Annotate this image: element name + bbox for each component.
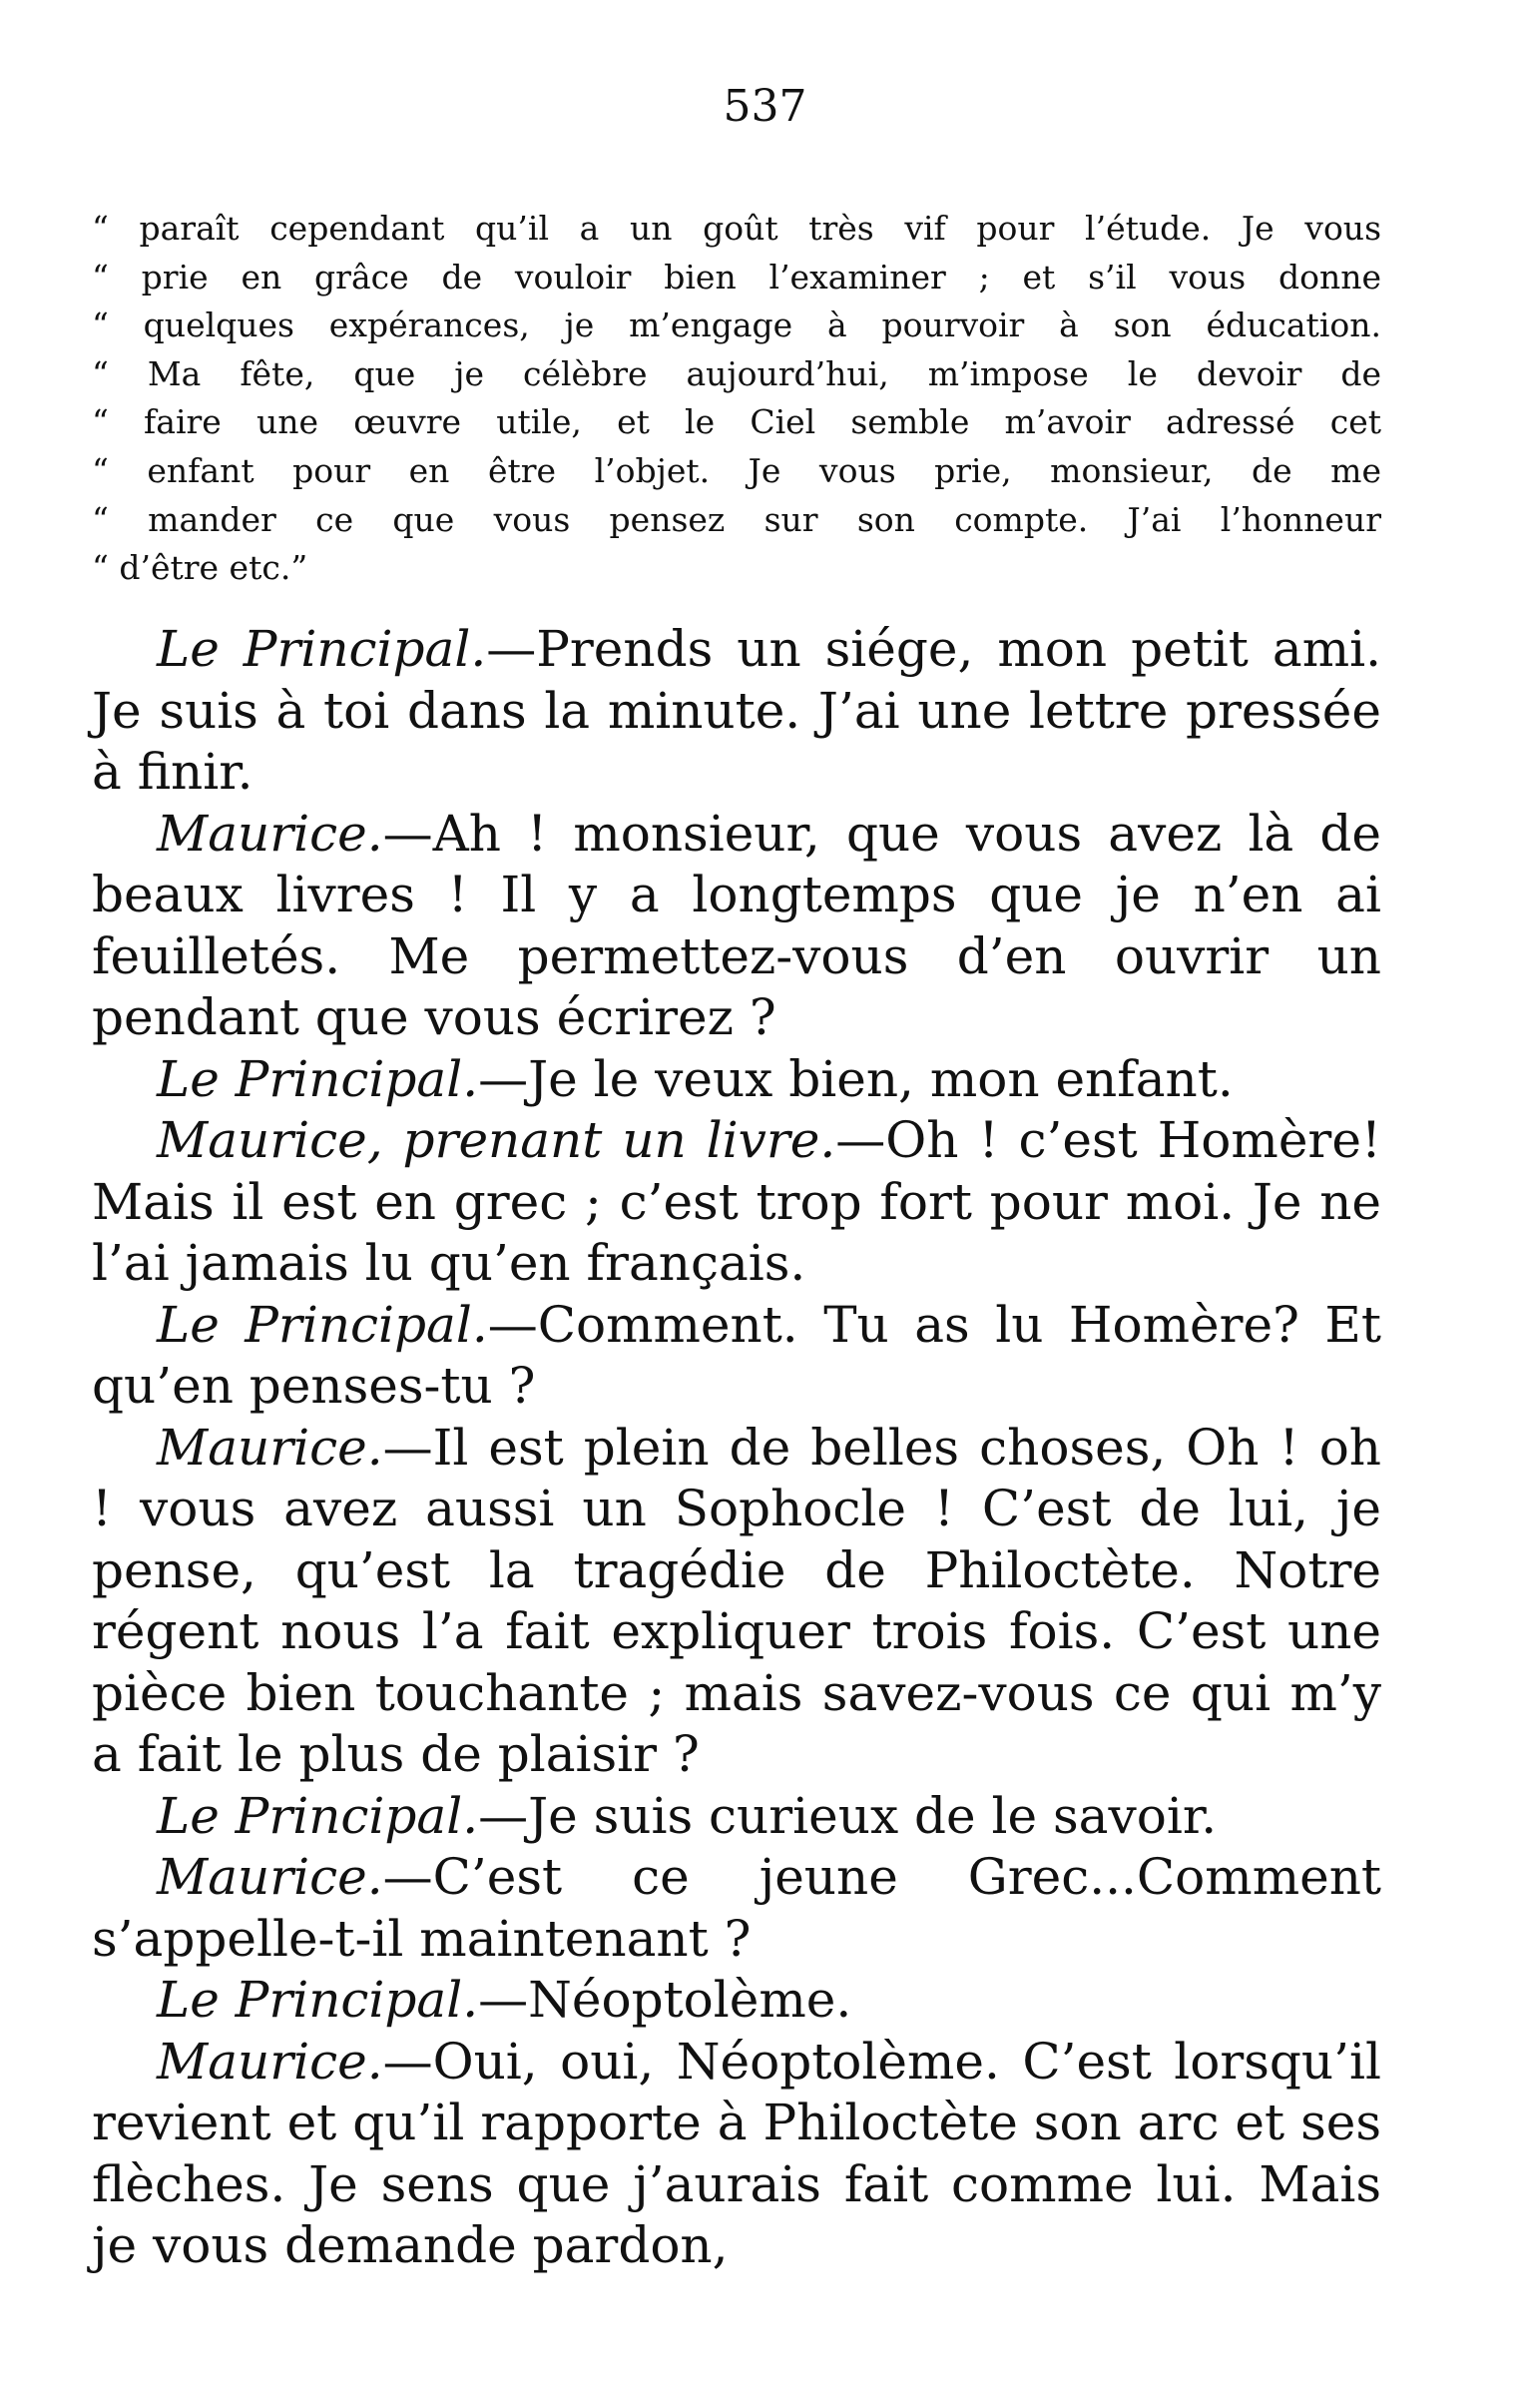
speech-text: —Néoptolème. — [478, 1971, 852, 2029]
dialogue-paragraph — [92, 1786, 1381, 1848]
letter-line: “ mander ce que vous pensez sur son compte. J’ai l’honneur — [92, 499, 1381, 539]
dialogue-paragraph — [92, 1110, 1381, 1295]
speaker-name: Maurice. — [157, 1418, 383, 1477]
letter-line: “ faire une œuvre utile, et le Ciel semble m’avoir adressé cet — [92, 402, 1381, 442]
quoted-letter — [92, 205, 1381, 593]
speaker-name: Le Principal. — [157, 1971, 479, 2029]
dialogue — [92, 619, 1381, 2277]
speech-text: —Il est plein de belles choses, Oh ! oh ! vous avez aussi un Sophocle ! C’est de lui, je pense, qu’est la tragédie de Philoctète. Notre régent nous l’a fait expliquer trois fois. C’est une pièce bien touchante ; mais savez-vous ce qui m’y a fait le plus de plaisir ? — [92, 1418, 1381, 1783]
dialogue-paragraph — [92, 2032, 1381, 2277]
speaker-name: Maurice. — [157, 804, 383, 863]
dialogue-paragraph — [92, 1847, 1381, 1970]
speech-text: —Je suis curieux de le savoir. — [478, 1786, 1218, 1845]
speaker-name: Le Principal. — [157, 1049, 479, 1108]
dialogue-paragraph — [92, 1418, 1381, 1786]
dialogue-paragraph — [92, 1295, 1381, 1418]
speech-text: —Oui, oui, Néoptolème. C’est lorsqu’il revient et qu’il rapporte à Philoctète son arc et ses flèches. Je sens que j’aurais fait comme lui. Mais je vous demande pardon, — [92, 2032, 1381, 2274]
dialogue-paragraph — [92, 1049, 1381, 1111]
letter-line: “ paraît cependant qu’il a un goût très vif pour l’étude. Je vous — [92, 209, 1381, 248]
speaker-name: Le Principal. — [157, 620, 487, 678]
speech-text: —Ah ! monsieur, que vous avez là de beaux livres ! Il y a longtemps que je n’en ai feuilletés. Me permettez-vous d’en ouvrir un pendant que vous écrirez ? — [92, 804, 1381, 1046]
speech-text: —Oh ! c’est Homère! Mais il est en grec ; c’est trop fort pour moi. Je ne l’ai jamais lu qu’en français. — [92, 1111, 1381, 1292]
letter-line: “ enfant pour en être l’objet. Je vous prie, monsieur, de me — [92, 450, 1381, 490]
dialogue-paragraph — [92, 619, 1381, 804]
speech-text: —C’est ce jeune Grec...Comment s’appelle-t-il maintenant ? — [92, 1848, 1381, 1968]
speaker-name: Le Principal. — [157, 1295, 488, 1354]
letter-line: “ Ma fête, que je célèbre aujourd’hui, m’impose le devoir de — [92, 353, 1381, 393]
speaker-name: Le Principal. — [157, 1786, 479, 1845]
letter-line: “ d’être etc.” — [92, 548, 308, 588]
speaker-name: Maurice. — [157, 2032, 383, 2091]
speaker-name: Maurice, prenant un livre. — [157, 1111, 836, 1169]
speaker-name: Maurice. — [157, 1848, 383, 1906]
page-number: 537 — [723, 81, 807, 132]
dialogue-paragraph — [92, 804, 1381, 1049]
speech-text: —Comment. Tu as lu Homère? Et qu’en penses-tu ? — [92, 1295, 1381, 1415]
speech-text: —Je le veux bien, mon enfant. — [478, 1049, 1234, 1108]
speech-text: —Prends un siége, mon petit ami. Je suis à toi dans la minute. J’ai une lettre pressée à finir. — [92, 620, 1381, 801]
letter-line: “ quelques expérances, je m’engage à pourvoir à son éducation. — [92, 305, 1381, 345]
letter-line: “ prie en grâce de vouloir bien l’examiner ; et s’il vous donne — [92, 257, 1381, 297]
dialogue-paragraph — [92, 1970, 1381, 2032]
